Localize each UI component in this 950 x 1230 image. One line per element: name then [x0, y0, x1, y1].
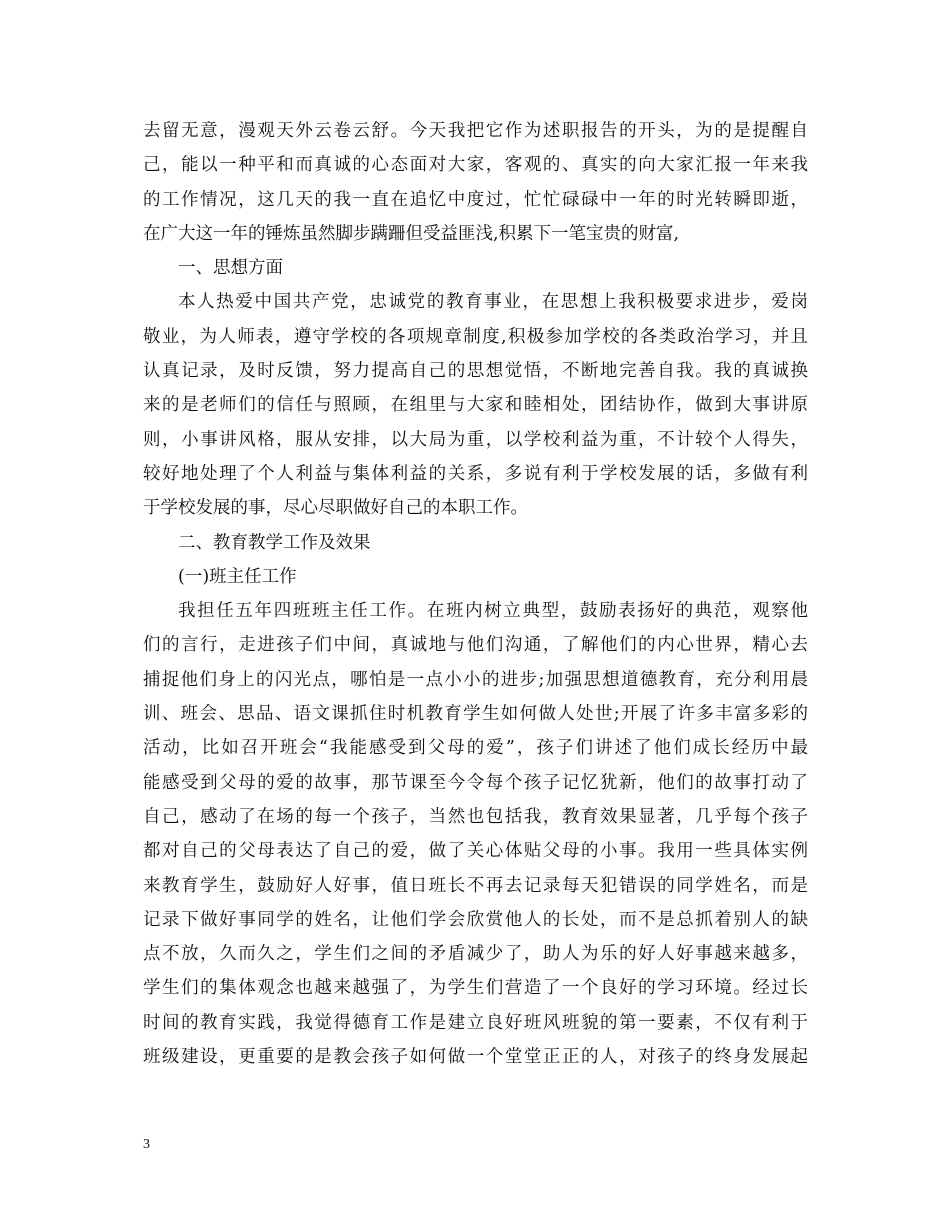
text-line-1: 去留无意，漫观天外云卷云舒。今天我把它作为述职报告的开头，为的是提醒自 [143, 121, 808, 141]
text-line-3: 的工作情况，这几天的我一直在追忆中度过，忙忙碌碌中一年的时光转瞬即逝， [143, 189, 808, 210]
document-body [143, 114, 808, 1074]
text-line-7: 敬业，为人师表，遵守学校的各项规章制度,积极参加学校的各类政治学习，并且 [143, 326, 808, 347]
text-line-20: 能感受到父母的爱的故事，那节课至今令每个孩子记忆犹新，他们的故事打动了 [143, 772, 808, 793]
section-heading-ideology: 一、思想方面 [178, 258, 283, 279]
text-line-19: 活动，比如召开班会“我能感受到父母的爱”，孩子们讲述了他们成长经历中最 [143, 738, 808, 759]
text-line-18: 训、班会、思品、语文课抓住时机教育学生如何做人处世;开展了许多丰富多彩的 [143, 704, 808, 725]
text-line-27: 时间的教育实践，我觉得德育工作是建立良好班风班貌的第一要素，不仅有利于 [143, 1012, 808, 1033]
text-line-15: 我担任五年四班班主任工作。在班内树立典型，鼓励表扬好的典范，观察他 [178, 601, 808, 622]
text-line-28: 班级建设，更重要的是教会孩子如何做一个堂堂正正的人，对孩子的终身发展起 [143, 1047, 808, 1068]
text-line-17: 捕捉他们身上的闪光点，哪怕是一点小小的进步;加强思想道德教育，充分利用晨 [143, 669, 808, 690]
text-line-26: 学生们的集体观念也越来越强了，为学生们营造了一个良好的学习环境。经过长 [143, 978, 808, 999]
text-line-21: 自己，感动了在场的每一个孩子，当然也包括我，教育效果显著，几乎每个孩子 [143, 806, 808, 827]
text-line-25: 点不放，久而久之，学生们之间的矛盾减少了，助人为乐的好人好事越来越多， [143, 944, 808, 965]
text-line-2: 己，能以一种平和而真诚的心态面对大家，客观的、真实的向大家汇报一年来我 [143, 155, 808, 176]
page-number: 3 [143, 1137, 150, 1152]
text-line-8: 认真记录，及时反馈，努力提高自己的思想觉悟，不断地完善自我。我的真诚换 [143, 361, 808, 382]
text-line-23: 来教育学生，鼓励好人好事，值日班长不再去记录每天犯错误的同学姓名，而是 [143, 875, 808, 896]
text-line-6: 本人热爱中国共产党，忠诚党的教育事业，在思想上我积极要求进步，爱岗 [178, 292, 808, 313]
text-line-16: 们的言行，走进孩子们中间，真诚地与他们沟通，了解他们的内心世界，精心去 [143, 635, 808, 656]
text-line-9: 来的是老师们的信任与照顾，在组里与大家和睦相处，团结协作，做到大事讲原 [143, 395, 808, 416]
text-line-4: 在广大这一年的锤炼虽然脚步蹒跚但受益匪浅,积累下一笔宝贵的财富, [143, 223, 680, 244]
text-line-24: 记录下做好事同学的姓名，让他们学会欣赏他人的长处，而不是总抓着别人的缺 [143, 909, 808, 930]
text-line-11: 较好地处理了个人利益与集体利益的关系，多说有利于学校发展的话，多做有利 [143, 463, 808, 484]
section-heading-teaching: 二、教育教学工作及效果 [178, 532, 371, 553]
subsection-heading-class-teacher: (一)班主任工作 [178, 566, 297, 587]
text-line-22: 都对自己的父母表达了自己的爱，做了关心体贴父母的小事。我用一些具体实例 [143, 841, 808, 862]
text-line-10: 则，小事讲风格，服从安排，以大局为重，以学校利益为重，不计较个人得失， [143, 429, 808, 450]
text-line-12: 于学校发展的事，尽心尽职做好自己的本职工作。 [143, 498, 528, 519]
